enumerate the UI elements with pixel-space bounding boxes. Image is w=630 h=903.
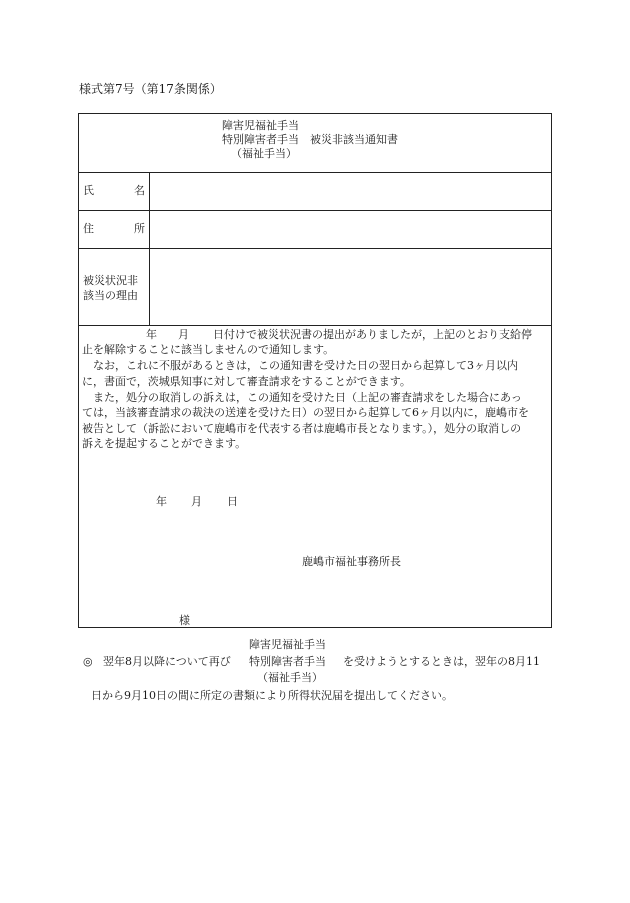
body-para3-line-4: 訴えを提起することができます。 [82,437,247,450]
notice-form-frame [78,113,552,628]
note-stack-line-1: 障害児福祉手当 [249,638,326,651]
note-stack-line-2: 特別障害者手当 [249,655,326,668]
note-mark-icon: ◎ [83,655,93,668]
body-month-label: 月 [178,328,189,341]
reason-field[interactable] [155,252,545,320]
form-reference: 様式第7号（第17条関係） [79,82,222,96]
body-para3-line-2: ては，当該審査請求の裁決の送達を受けた日）の翌日から起算して6ヶ月以内に，鹿嶋市を [82,406,529,419]
note-stack-line-3: （福祉手当） [257,671,323,684]
address-field[interactable] [155,214,545,244]
issue-date-month: 月 [191,495,202,508]
title-line-3: （福祉手当） [231,147,297,160]
body-para3-line-1: また，処分の取消しの訴えは，この通知を受けた日（上記の審査請求をした場合にあっ [93,391,522,404]
issue-date-day: 日 [227,495,238,508]
issue-date-year: 年 [156,495,167,508]
body-para2-line-1: なお，これに不服があるときは，この通知書を受けた日の翌日から起算して3ヶ月以内 [93,359,518,372]
note-line-2: 日から9月10日の間に所定の書類により所得状況届を提出してください。 [91,689,453,702]
reason-label-line1: 被災状況非 [83,274,138,287]
address-label-char1: 住 [83,222,94,235]
name-field[interactable] [155,176,545,206]
reason-label-line2: 該当の理由 [83,289,138,302]
body-year-label: 年 [146,328,157,341]
label-column-divider [149,172,150,325]
title-line-2: 特別障害者手当 被災非該当通知書 [222,133,398,146]
name-label-char2: 名 [134,184,145,197]
name-label-char1: 氏 [83,184,94,197]
recipient-suffix: 様 [179,614,190,627]
address-label-char2: 所 [134,222,145,235]
title-line-1: 障害児福祉手当 [222,119,299,132]
body-para3-line-3: 被告として（訴訟において鹿嶋市を代表する者は鹿嶋市長となります。），処分の取消しの [82,422,522,435]
body-para2-line-2: に，書面で，茨城県知事に対して審査請求をすることができます。 [82,375,411,388]
note-text-before: 翌年8月以降について再び [103,655,231,668]
body-line-1: 日付けで被災状況書の提出がありましたが，上記のとおり支給停 [213,328,532,341]
row-divider-reason [79,325,551,326]
body-line-2: 止を解除することに該当しませんので通知します。 [82,343,335,356]
note-text-after: を受けようとするときは，翌年の8月11 [343,655,540,668]
issuer-name: 鹿嶋市福祉事務所長 [302,555,401,568]
